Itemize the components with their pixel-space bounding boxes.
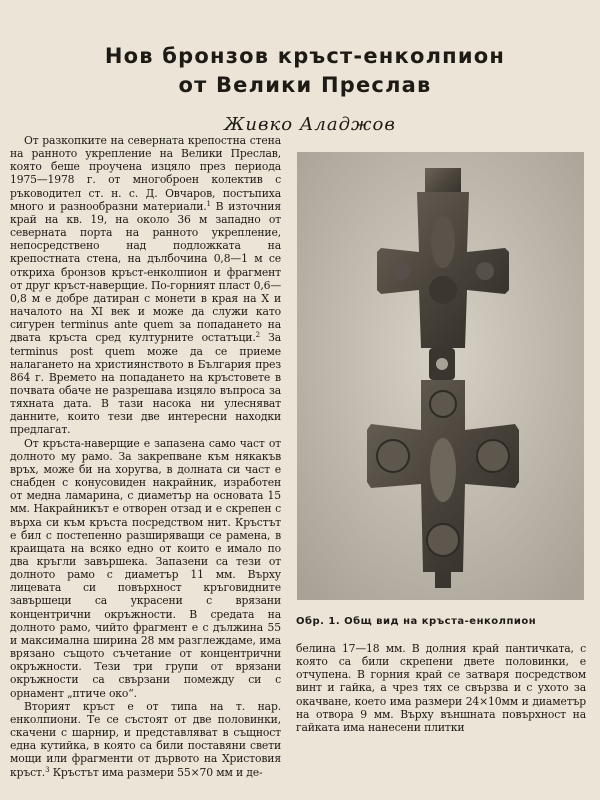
footnote-ref-1: 1 xyxy=(206,199,211,208)
figure-encolpion-photo xyxy=(297,152,584,600)
right-text-column xyxy=(296,642,586,734)
right-column-paragraph: белина 17—18 мм. В долния край пантичката, с която са били скрепени двете половинки, е отчупена. В горния край се затваря посредством винт и гайка, а чрез тях се свързва и с ухото за окачване, което има размери 24×10мм и диаметър на отвора 9 мм. Върху външната повърхност на гайката има нанесени плитки xyxy=(296,642,586,734)
figure-caption: Обр. 1. Общ вид на кръста-енколпион xyxy=(296,616,537,627)
left-text-column xyxy=(10,134,281,779)
paragraph-2: От кръста-наверщие е запазена само част от долното му рамо. За закрепване към някакъв връх, може би на хоругва, в долната си част е снабден с конусовиден накрайник, изработен от медна ламарина, с диаметър на основата 15 мм. Накрайникът е отворен отзад и е скрепен с върха си към кръста посредством нит. Кръстът е бил с постепенно разширяващи се рамена, в краищата на всяко едно от които е имало по два кръгли завършека. Запазени са тези от долното рамо с диаметър 11 мм. Върху лицевата си повърхност кръговидните завършеци са украсени с врязани концентрични окръжности. В средата на долното рамо, чийто фрагмент е с дължина 55 и максимална ширина 28 мм разглеждаме, има врязано същото съчетание от концентрични окръжности. Тези три групи от врязани окръжности са свързани помежду си с орнамент „птиче око“. xyxy=(10,436,281,700)
paragraph-1-part-a: От разкопките на северната крепостна стена на ранното укрепление на Велики Преслав, която беше проучена изцяло през периода 1975—1978 г. от многоброен колектив с ръководител ст. н. с. Д. Овчаров, постъпиха много и разнообразни материали. xyxy=(10,134,281,213)
suspension-loop xyxy=(429,348,455,380)
footnote-ref-2: 2 xyxy=(255,331,260,340)
footnote-ref-3: 3 xyxy=(45,765,50,774)
article-title xyxy=(60,42,550,100)
paragraph-1-part-b: В източния край на кв. 19, на около 36 м западно от северната порта на ранното укрепление, непосредствено над подложката на крепостната стена, на дълбочина 0,8—1 м се откриха бронзов кръст-енколпион и фрагмент от друг кръст-наверщие. По-горният пласт 0,6—0,8 м е добре датиран с монети в края на X и началото на XI век и може да служи като сигурен terminus ante quem за попадането на двата кръста сред културните остатъци. xyxy=(10,199,282,345)
encolpion-cross-illustration xyxy=(297,152,584,600)
paragraph-3 xyxy=(10,700,281,779)
paragraph-3-part-b: Кръстът има размери 55×70 мм и де- xyxy=(49,765,263,779)
title-line-1: Нов бронзов кръст-енколпион xyxy=(104,44,506,68)
paragraph-3-part-a: Вторият кръст е от типа на т. нар. енколпиони. Те се състоят от две половинки, скачени с шарнир, и представляват в същност една кутийка, в която са били поставяни свети мощи или фрагменти от дървото на Христовия кръст. xyxy=(10,699,281,779)
paragraph-1-part-c: За terminus post quem може да се приеме налагането на християнството в България през 864 г. Времето на попадането на кръстовете в почвата обаче не разрешава изцяло въпроса за тяхната дата. В тази насока ни улесняват данните, които тези две интересни находки предлагат. xyxy=(10,331,281,437)
title-line-2: от Велики Преслав xyxy=(178,73,432,97)
article-author: Живко Аладжов xyxy=(224,114,396,135)
paragraph-1 xyxy=(10,134,281,437)
